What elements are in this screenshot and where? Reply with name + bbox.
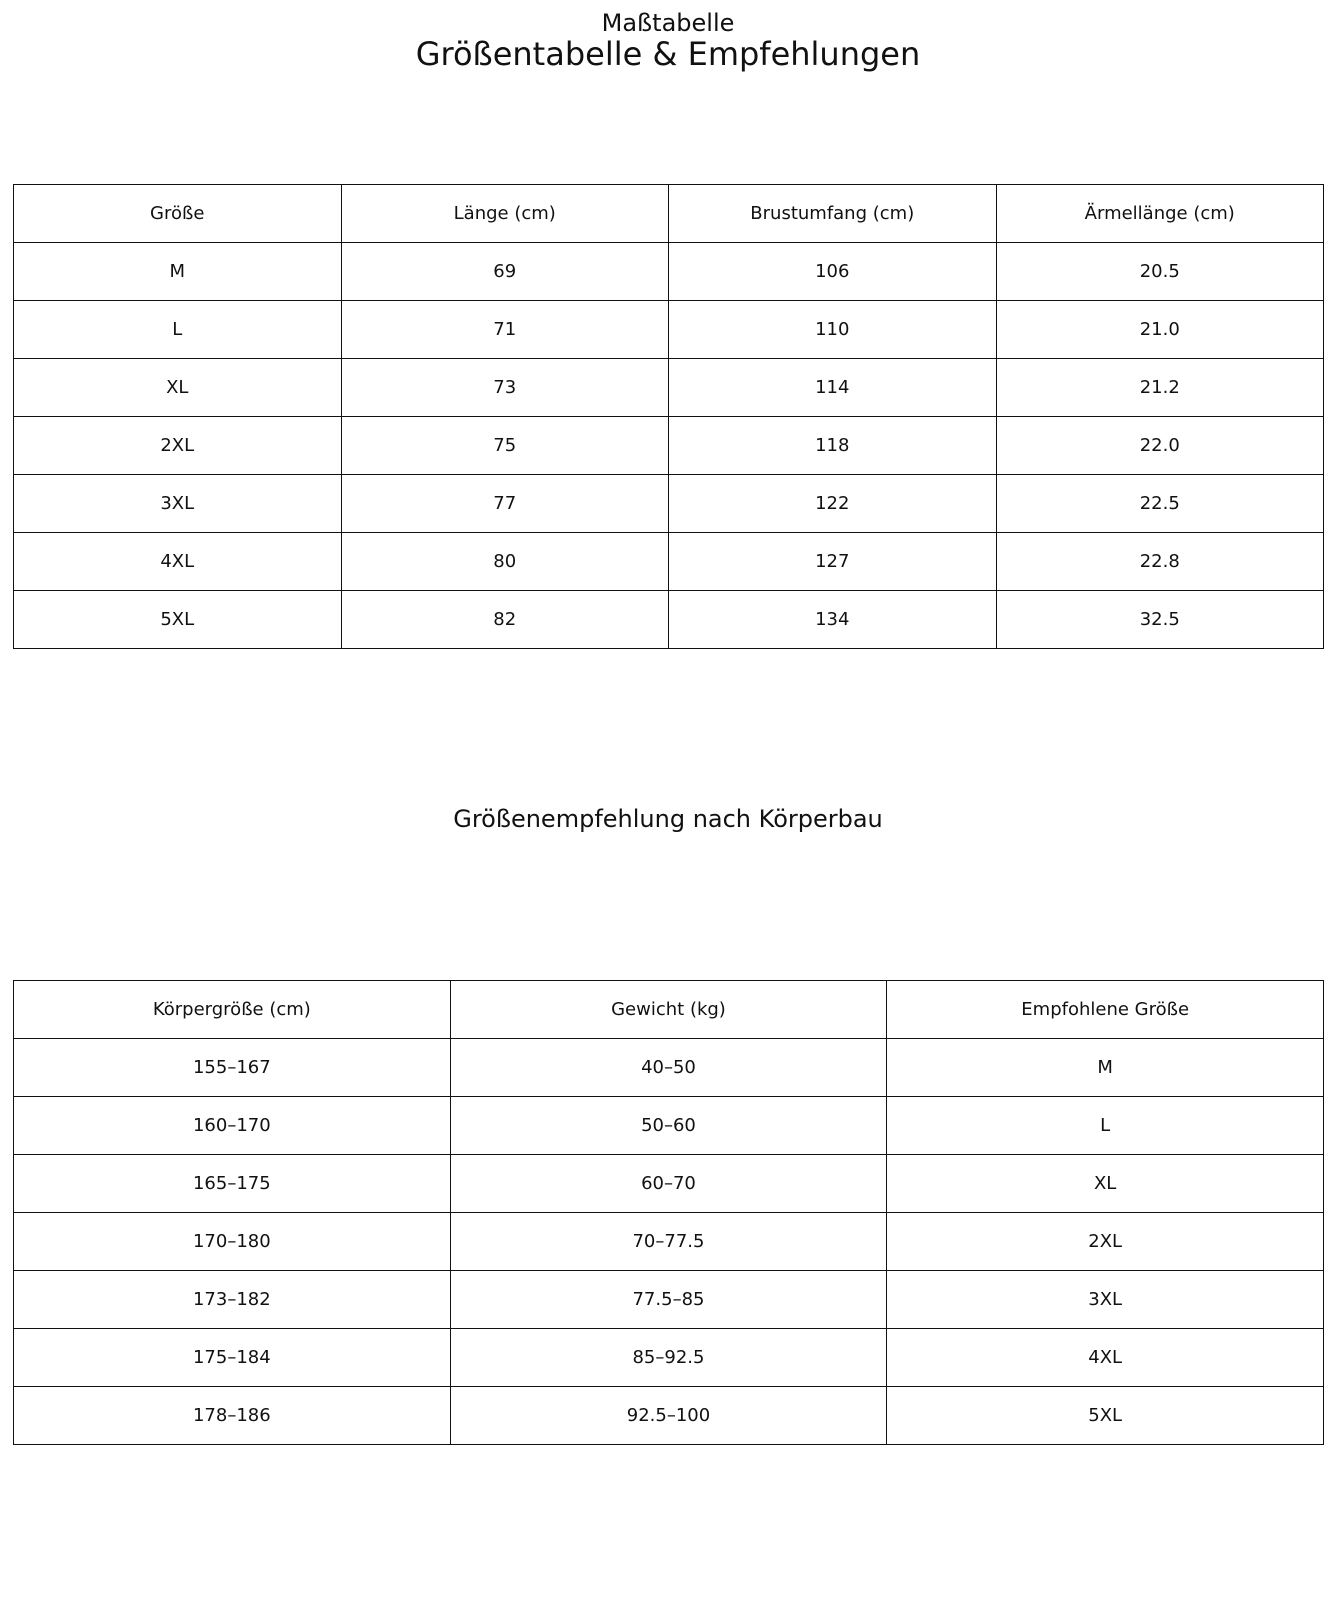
chest-cell: 118 xyxy=(669,417,997,475)
sleeve-cell: 22.0 xyxy=(996,417,1324,475)
chest-cell: 114 xyxy=(669,359,997,417)
table-header-row xyxy=(14,981,1324,1039)
chest-cell: 127 xyxy=(669,533,997,591)
table-row xyxy=(14,1097,1324,1155)
weight-cell: 40–50 xyxy=(450,1039,887,1097)
column-header: Gewicht (kg) xyxy=(450,981,887,1039)
table-row xyxy=(14,533,1324,591)
column-header: Körpergröße (cm) xyxy=(14,981,451,1039)
column-header: Größe xyxy=(14,185,342,243)
sleeve-cell: 21.2 xyxy=(996,359,1324,417)
recommended-size-cell: 3XL xyxy=(887,1271,1324,1329)
size-table xyxy=(13,184,1324,649)
section-title: Größenempfehlung nach Körperbau xyxy=(453,805,883,833)
size-cell: 3XL xyxy=(14,475,342,533)
table-row xyxy=(14,301,1324,359)
size-cell: XL xyxy=(14,359,342,417)
height-cell: 178–186 xyxy=(14,1387,451,1445)
table-header-row xyxy=(14,185,1324,243)
length-cell: 77 xyxy=(341,475,669,533)
page-title: Größentabelle & Empfehlungen xyxy=(415,35,921,73)
recommendation-table xyxy=(13,980,1324,1445)
size-cell: 4XL xyxy=(14,533,342,591)
recommended-size-cell: 5XL xyxy=(887,1387,1324,1445)
height-cell: 155–167 xyxy=(14,1039,451,1097)
column-header: Brustumfang (cm) xyxy=(669,185,997,243)
weight-cell: 70–77.5 xyxy=(450,1213,887,1271)
table-row xyxy=(14,359,1324,417)
table-row xyxy=(14,1155,1324,1213)
weight-cell: 50–60 xyxy=(450,1097,887,1155)
table-row xyxy=(14,1213,1324,1271)
recommended-size-cell: M xyxy=(887,1039,1324,1097)
chest-cell: 110 xyxy=(669,301,997,359)
length-cell: 73 xyxy=(341,359,669,417)
table-row xyxy=(14,1387,1324,1445)
weight-cell: 85–92.5 xyxy=(450,1329,887,1387)
page-kicker: Maßtabelle xyxy=(601,9,735,37)
size-cell: M xyxy=(14,243,342,301)
sleeve-cell: 32.5 xyxy=(996,591,1324,649)
recommended-size-cell: 4XL xyxy=(887,1329,1324,1387)
column-header: Länge (cm) xyxy=(341,185,669,243)
height-cell: 173–182 xyxy=(14,1271,451,1329)
chest-cell: 134 xyxy=(669,591,997,649)
length-cell: 71 xyxy=(341,301,669,359)
recommended-size-cell: L xyxy=(887,1097,1324,1155)
length-cell: 80 xyxy=(341,533,669,591)
height-cell: 175–184 xyxy=(14,1329,451,1387)
height-cell: 165–175 xyxy=(14,1155,451,1213)
sleeve-cell: 21.0 xyxy=(996,301,1324,359)
column-header: Ärmellänge (cm) xyxy=(996,185,1324,243)
height-cell: 170–180 xyxy=(14,1213,451,1271)
table-row xyxy=(14,475,1324,533)
column-header: Empfohlene Größe xyxy=(887,981,1324,1039)
table-row xyxy=(14,1271,1324,1329)
size-cell: L xyxy=(14,301,342,359)
recommended-size-cell: 2XL xyxy=(887,1213,1324,1271)
chest-cell: 122 xyxy=(669,475,997,533)
size-cell: 5XL xyxy=(14,591,342,649)
length-cell: 69 xyxy=(341,243,669,301)
length-cell: 82 xyxy=(341,591,669,649)
sleeve-cell: 22.8 xyxy=(996,533,1324,591)
table-row xyxy=(14,1329,1324,1387)
chest-cell: 106 xyxy=(669,243,997,301)
sleeve-cell: 20.5 xyxy=(996,243,1324,301)
size-cell: 2XL xyxy=(14,417,342,475)
weight-cell: 60–70 xyxy=(450,1155,887,1213)
weight-cell: 92.5–100 xyxy=(450,1387,887,1445)
table-row xyxy=(14,1039,1324,1097)
table-row xyxy=(14,417,1324,475)
length-cell: 75 xyxy=(341,417,669,475)
weight-cell: 77.5–85 xyxy=(450,1271,887,1329)
table-row xyxy=(14,243,1324,301)
sleeve-cell: 22.5 xyxy=(996,475,1324,533)
table-row xyxy=(14,591,1324,649)
recommended-size-cell: XL xyxy=(887,1155,1324,1213)
height-cell: 160–170 xyxy=(14,1097,451,1155)
